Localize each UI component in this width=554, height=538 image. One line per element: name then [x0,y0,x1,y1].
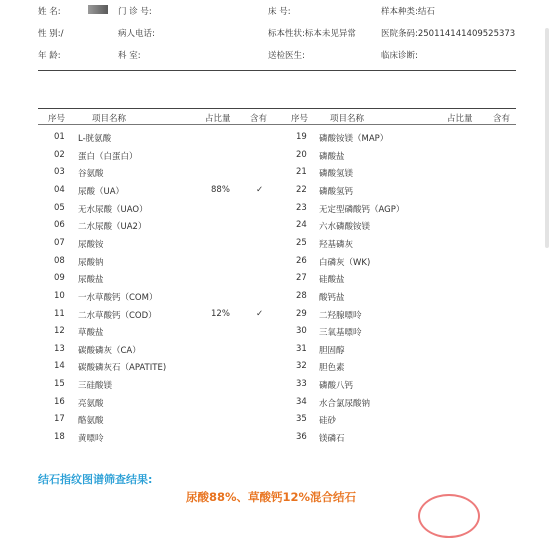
left-seq-cell: 05 [54,202,65,213]
left-seq-cell: 03 [54,167,65,178]
right-item-name-cell: 酸钙盐 [319,292,345,303]
table-row [0,309,554,325]
right-seq-cell: 25 [296,237,307,248]
right-seq-cell: 22 [296,184,307,195]
header-divider [38,70,516,71]
table-row [0,361,554,377]
right-seq-cell: 30 [296,326,307,337]
left-seq-cell: 16 [54,396,65,407]
right-seq-cell: 31 [296,343,307,354]
right-seq-cell: 19 [296,132,307,142]
right-seq-cell: 24 [296,220,307,231]
left-item-name-cell: 蛋白（白蛋白） [78,151,138,162]
left-item-name-cell: 谷氨酸 [78,169,104,180]
right-seq-cell: 33 [296,379,307,390]
table-top-rule [38,108,516,109]
table-row [0,326,554,342]
header-name-left: 项目名称 [92,114,127,124]
left-item-name-cell: 尿酸盐 [78,275,104,286]
table-row [0,150,554,166]
vertical-scrollbar[interactable] [545,28,549,248]
right-seq-cell: 26 [296,255,307,266]
left-seq-cell: 07 [54,237,65,248]
gender-label: 性 别:/ [38,29,64,39]
left-item-name-cell: 尿酸铵 [78,239,104,250]
referring-doctor-label: 送检医生: [268,51,305,61]
patient-name-label: 姓 名: [38,7,61,17]
left-item-name-cell: 酪氨酸 [78,416,104,427]
clinic-number-label: 门 诊 号: [118,7,152,17]
left-ratio-cell: 88% [211,184,230,195]
right-item-name-cell: 羟基磷灰 [319,239,354,250]
header-seq-left: 序号 [48,114,66,124]
left-item-name-cell: 三硅酸镁 [78,381,113,392]
right-item-name-cell: 硅酸盐 [319,275,345,286]
bed-number-label: 床 号: [268,7,291,17]
right-item-name-cell: 二羟腺嘌呤 [319,310,362,321]
left-seq-cell: 06 [54,220,65,231]
right-item-name-cell: 六水磷酸铵镁 [319,222,371,233]
right-item-name-cell: 胆色素 [319,363,345,374]
table-row [0,432,554,448]
header-name-right: 项目名称 [330,114,365,124]
table-row [0,273,554,289]
right-seq-cell: 21 [296,167,307,178]
table-row [0,203,554,219]
left-seq-cell: 08 [54,255,65,266]
left-seq-cell: 14 [54,361,65,372]
patient-phone-label: 病人电话: [118,29,155,39]
right-seq-cell: 20 [296,149,307,160]
clinical-diagnosis-label: 临床诊断: [381,51,418,61]
left-seq-cell: 18 [54,432,65,443]
right-seq-cell: 27 [296,273,307,284]
left-seq-cell: 10 [54,290,65,301]
right-item-name-cell: 硅砂 [319,416,337,427]
right-seq-cell: 29 [296,308,307,319]
right-seq-cell: 28 [296,290,307,301]
table-row [0,238,554,254]
table-row [0,379,554,395]
left-seq-cell: 09 [54,273,65,284]
header-contains-right: 含有 [493,114,511,124]
header-ratio-right: 占比量 [447,114,473,124]
left-item-name-cell: 碳酸磷灰（CA） [78,345,141,356]
official-seal-stamp [418,494,480,538]
sample-type: 样本种类:结石 [381,7,435,17]
left-seq-cell: 13 [54,343,65,354]
left-item-name-cell: 一水草酸钙（COM） [78,292,158,303]
left-item-name-cell: 尿酸（UA） [78,186,125,197]
left-seq-cell: 11 [54,308,65,319]
left-item-name-cell: 二水草酸钙（COD） [78,310,157,321]
table-row [0,220,554,236]
result-title: 结石指纹图谱筛查结果: [38,473,153,486]
right-item-name-cell: 磷酸八钙 [319,381,354,392]
left-seq-cell: 01 [54,132,65,142]
left-item-name-cell: 亮氨酸 [78,398,104,409]
right-item-name-cell: 镁磷石 [319,434,345,445]
right-item-name-cell: 水合氯尿酸钠 [319,398,371,409]
right-item-name-cell: 无定型磷酸钙（AGP） [319,204,405,215]
table-row [0,397,554,413]
table-row [0,344,554,360]
right-item-name-cell: 磷酸铵镁（MAP） [319,134,389,144]
table-row [0,414,554,430]
table-row [0,132,554,148]
hospital-barcode: 医院条码:2501141414095253​73 [381,29,516,39]
right-item-name-cell: 磷酸盐 [319,151,345,162]
left-seq-cell: 15 [54,379,65,390]
right-seq-cell: 32 [296,361,307,372]
left-seq-cell: 04 [54,184,65,195]
right-seq-cell: 23 [296,202,307,213]
table-row [0,167,554,183]
right-seq-cell: 35 [296,414,307,425]
left-item-name-cell: 黄嘌呤 [78,434,104,445]
table-header-rule [38,124,516,125]
right-item-name-cell: 白磷灰（WK) [319,257,371,268]
right-item-name-cell: 胆固醇 [319,345,345,356]
result-conclusion: 尿酸88%、草酸钙12%混合结石 [186,490,357,504]
table-row [0,291,554,307]
left-contains-mark: ✓ [256,184,264,195]
left-ratio-cell: 12% [211,308,230,319]
right-item-name-cell: 三氧基嘌呤 [319,328,362,339]
left-seq-cell: 02 [54,149,65,160]
left-item-name-cell: 碳酸磷灰石（APATITE) [78,363,167,374]
right-item-name-cell: 磷酸氢钙 [319,186,354,197]
left-seq-cell: 17 [54,414,65,425]
right-item-name-cell: 磷酸氢镁 [319,169,354,180]
department-label: 科 室: [118,51,141,61]
left-seq-cell: 12 [54,326,65,337]
right-seq-cell: 36 [296,432,307,443]
right-seq-cell: 34 [296,396,307,407]
table-row [0,185,554,201]
sample-status: 标本性状:标本未见异常 [268,29,356,39]
left-item-name-cell: 二水尿酸（UA2） [78,222,147,233]
age-label: 年 龄: [38,51,61,61]
header-contains-left: 含有 [250,114,268,124]
header-seq-right: 序号 [291,114,309,124]
header-ratio-left: 占比量 [205,114,231,124]
left-item-name-cell: 草酸盐 [78,328,104,339]
left-item-name-cell: 尿酸钠 [78,257,104,268]
left-item-name-cell: L-胱氨酸 [78,134,112,144]
redacted-patient-name [88,5,108,14]
left-contains-mark: ✓ [256,308,264,319]
table-row [0,256,554,272]
left-item-name-cell: 无水尿酸（UAO） [78,204,148,215]
